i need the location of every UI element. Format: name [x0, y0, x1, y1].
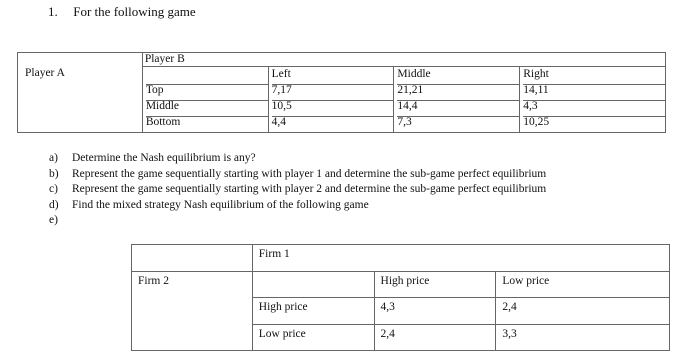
player-b-label: Player B: [142, 53, 665, 67]
payoff-middle-middle: 14,4: [397, 100, 519, 116]
payoff-high-high: 4,3: [374, 298, 496, 325]
empty-cell: [252, 272, 374, 298]
row-labels-cell: [142, 67, 268, 133]
item-text: Determine the Nash equilibrium is any?: [72, 152, 256, 164]
payoff-bottom-left: 4,4: [272, 116, 394, 132]
firm2-label: Firm 2: [132, 272, 253, 351]
item-text: Represent the game sequentially starting with player 1 and determine the sub-game perfect equilibrium: [72, 167, 547, 180]
row-label-middle: Middle: [146, 100, 268, 116]
column-header-left: Left: [271, 68, 291, 80]
item-text: Represent the game sequentially starting with player 2 and determine the sub-game perfect equilibrium: [72, 183, 547, 195]
list-item: [49, 213, 546, 229]
question-text: For the following game: [73, 4, 196, 19]
column-header-right: Right: [523, 68, 549, 80]
item-letter: b): [49, 167, 59, 180]
col-header-low-price: Low price: [496, 272, 670, 298]
row-label-top: Top: [146, 84, 268, 100]
row-label-high-price: High price: [252, 298, 374, 325]
column-header-middle: Middle: [397, 68, 431, 80]
payoff-bottom-right: 10,25: [523, 116, 665, 132]
list-item: [49, 151, 546, 167]
payoff-low-low: 3,3: [496, 325, 670, 351]
payoff-middle-right: 4,3: [523, 100, 665, 116]
item-text: Find the mixed strategy Nash equilibrium of the following game: [72, 198, 369, 211]
question-heading: [48, 4, 196, 20]
payoff-top-left: 7,17: [272, 84, 394, 100]
item-letter: d): [49, 198, 59, 211]
item-letter: c): [49, 183, 58, 195]
column-middle: [394, 67, 520, 133]
payoff-bottom-middle: 7,3: [397, 116, 519, 132]
item-letter: a): [49, 152, 58, 164]
payoff-low-high: 2,4: [374, 325, 496, 351]
payoff-top-right: 14,11: [523, 84, 665, 100]
payoff-table-2: [131, 244, 670, 351]
column-right: [520, 67, 666, 133]
payoff-high-low: 2,4: [496, 298, 670, 325]
column-left: [268, 67, 394, 133]
row-label-bottom: Bottom: [146, 116, 268, 132]
empty-cell: [132, 245, 253, 272]
payoff-middle-left: 10,5: [272, 100, 394, 116]
question-list: [49, 151, 546, 229]
list-item: [49, 167, 546, 183]
firm1-label: Firm 1: [252, 245, 669, 272]
payoff-table-1: [17, 52, 666, 133]
col-header-high-price: High price: [374, 272, 496, 298]
question-number: 1.: [48, 4, 58, 19]
list-item: [49, 182, 546, 198]
list-item: [49, 198, 546, 214]
row-label-low-price: Low price: [252, 325, 374, 351]
player-a-label: Player A: [18, 53, 143, 133]
item-letter: e): [49, 214, 58, 226]
payoff-top-middle: 21,21: [397, 84, 519, 100]
